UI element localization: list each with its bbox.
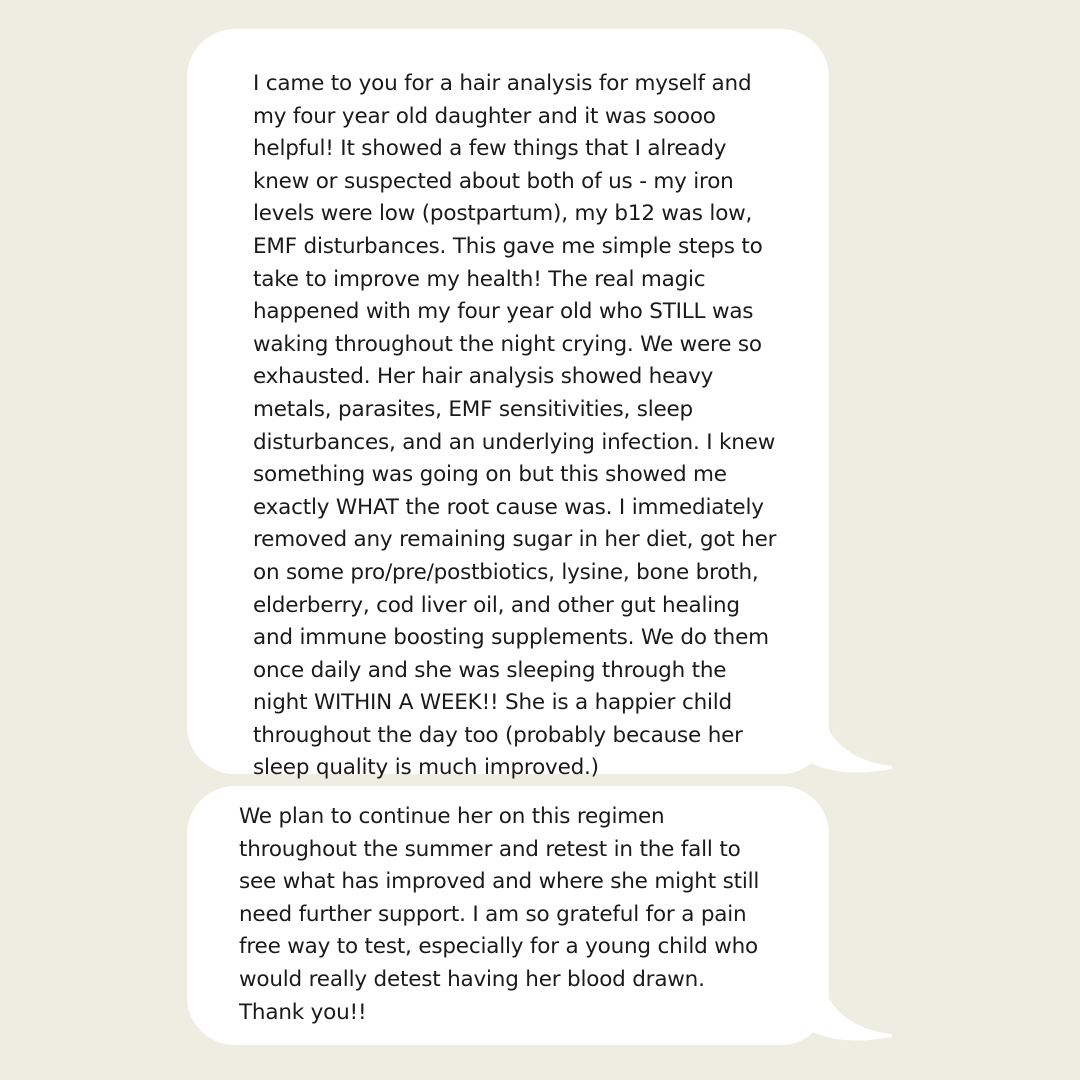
message-bubble-2 bbox=[187, 786, 829, 1045]
message-line: once daily and she was sleeping through the bbox=[253, 657, 727, 683]
message-line: night WITHIN A WEEK!! She is a happier child bbox=[253, 690, 733, 716]
message-line: helpful! It showed a few things that I already bbox=[253, 136, 727, 162]
message-line: would really detest having her blood drawn. bbox=[239, 966, 705, 992]
message-text-1 bbox=[253, 68, 829, 785]
message-line: EMF disturbances. This gave me simple steps to bbox=[253, 233, 763, 259]
message-line: happened with my four year old who STILL was bbox=[253, 299, 754, 325]
message-line: sleep quality is much improved.) bbox=[253, 755, 599, 781]
message-line: elderberry, cod liver oil, and other gut healing bbox=[253, 592, 740, 618]
bubble-tail-2 bbox=[805, 984, 895, 1044]
message-line: metals, parasites, EMF sensitivities, sleep bbox=[253, 396, 694, 422]
message-line: see what has improved and where she might still bbox=[239, 869, 760, 895]
message-line: and immune boosting supplements. We do them bbox=[253, 625, 769, 651]
message-text-2 bbox=[239, 801, 829, 1029]
message-line: throughout the summer and retest in the fall to bbox=[239, 836, 741, 862]
message-line: take to improve my health! The real magic bbox=[253, 266, 706, 292]
message-line: free way to test, especially for a young child who bbox=[239, 934, 758, 960]
message-line: Thank you!! bbox=[239, 999, 367, 1025]
message-line: waking throughout the night crying. We were so bbox=[253, 331, 762, 357]
message-bubble-1 bbox=[187, 29, 829, 781]
message-line: We plan to continue her on this regimen bbox=[239, 804, 665, 829]
message-line: exactly WHAT the root cause was. I immediately bbox=[253, 494, 764, 520]
message-line: my four year old daughter and it was soooo bbox=[253, 103, 716, 129]
message-line: something was going on but this showed me bbox=[253, 462, 727, 488]
message-line: disturbances, and an underlying infection. I knew bbox=[253, 429, 776, 455]
message-line: throughout the day too (probably because her bbox=[253, 722, 743, 748]
message-line: levels were low (postpartum), my b12 was low, bbox=[253, 201, 753, 227]
bubble-tail-1 bbox=[805, 716, 895, 776]
message-line: on some pro/pre/postbiotics, lysine, bone broth, bbox=[253, 559, 759, 585]
message-line: removed any remaining sugar in her diet, got her bbox=[253, 527, 777, 553]
message-line: I came to you for a hair analysis for myself and bbox=[253, 71, 752, 96]
message-line: exhausted. Her hair analysis showed heavy bbox=[253, 364, 714, 390]
message-line: knew or suspected about both of us - my iron bbox=[253, 168, 734, 194]
message-line: need further support. I am so grateful for a pain bbox=[239, 901, 747, 927]
